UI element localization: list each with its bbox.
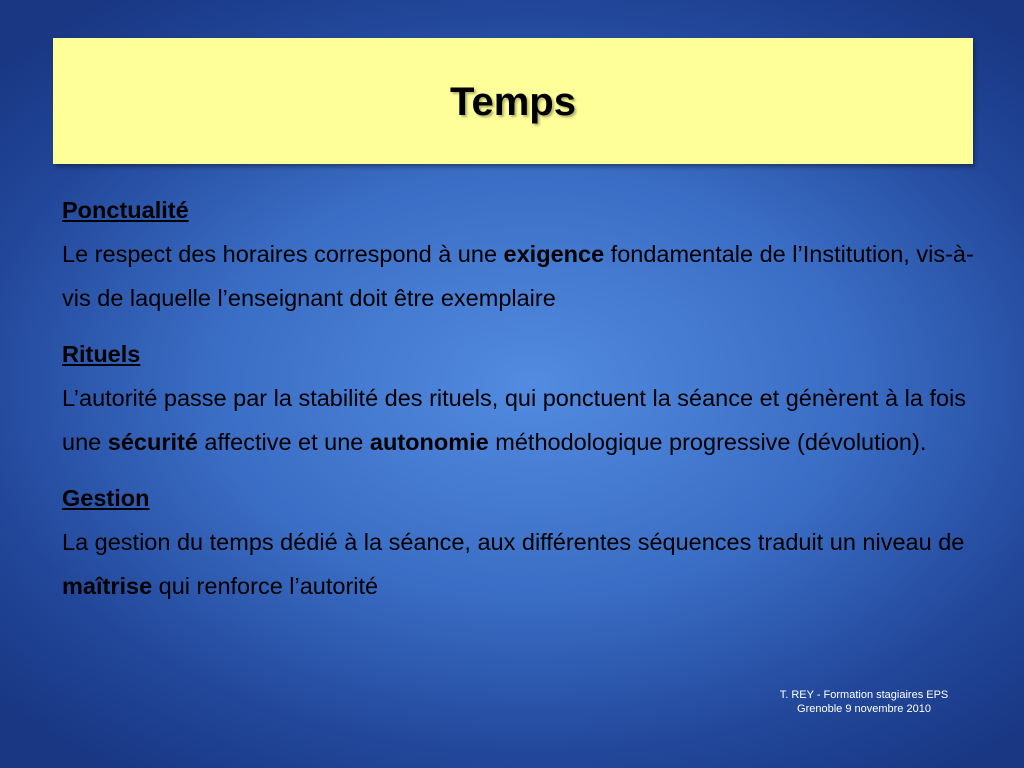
slide-title: Temps — [450, 79, 576, 124]
section-ponctualite — [62, 188, 992, 320]
paragraph-text: qui renforce l’autorité — [152, 573, 379, 599]
paragraph-text: fondamentale de l’Institution, vis-à-vis de laquelle l’enseignant doit être exemplaire — [62, 241, 974, 311]
title-box — [53, 38, 973, 164]
section-gestion — [62, 476, 992, 608]
paragraph-bold-text: maîtrise — [62, 573, 153, 599]
paragraph-text: méthodologique progressive (dévolution). — [488, 429, 927, 455]
section-heading: Rituels — [62, 341, 141, 367]
section-heading-wrap — [62, 188, 992, 232]
slide-footer — [760, 688, 968, 716]
paragraph-text: affective et une — [197, 429, 370, 455]
paragraph-bold-text: exigence — [503, 241, 605, 267]
paragraph-bold-text: autonomie — [369, 429, 489, 455]
footer-author: T. REY - Formation stagiaires EPS — [779, 689, 949, 701]
section-heading-wrap — [62, 476, 992, 520]
section-paragraph — [62, 232, 992, 320]
paragraph-bold-text: sécurité — [107, 429, 198, 455]
section-paragraph — [62, 520, 992, 608]
paragraph-text: La gestion du temps dédié à la séance, aux différentes séquences traduit un niveau de — [62, 529, 965, 555]
paragraph-text: L’autorité passe par la stabilité des rituels, qui ponctuent la séance et génèrent à la fois une — [62, 385, 967, 455]
section-paragraph — [62, 376, 992, 464]
slide-content — [62, 188, 992, 608]
section-heading: Gestion — [62, 485, 150, 511]
paragraph-text: Le respect des horaires correspond à une — [62, 241, 504, 267]
footer-date: Grenoble 9 novembre 2010 — [797, 703, 931, 715]
section-rituels — [62, 332, 992, 464]
section-heading-wrap — [62, 332, 992, 376]
section-heading: Ponctualité — [62, 197, 189, 223]
